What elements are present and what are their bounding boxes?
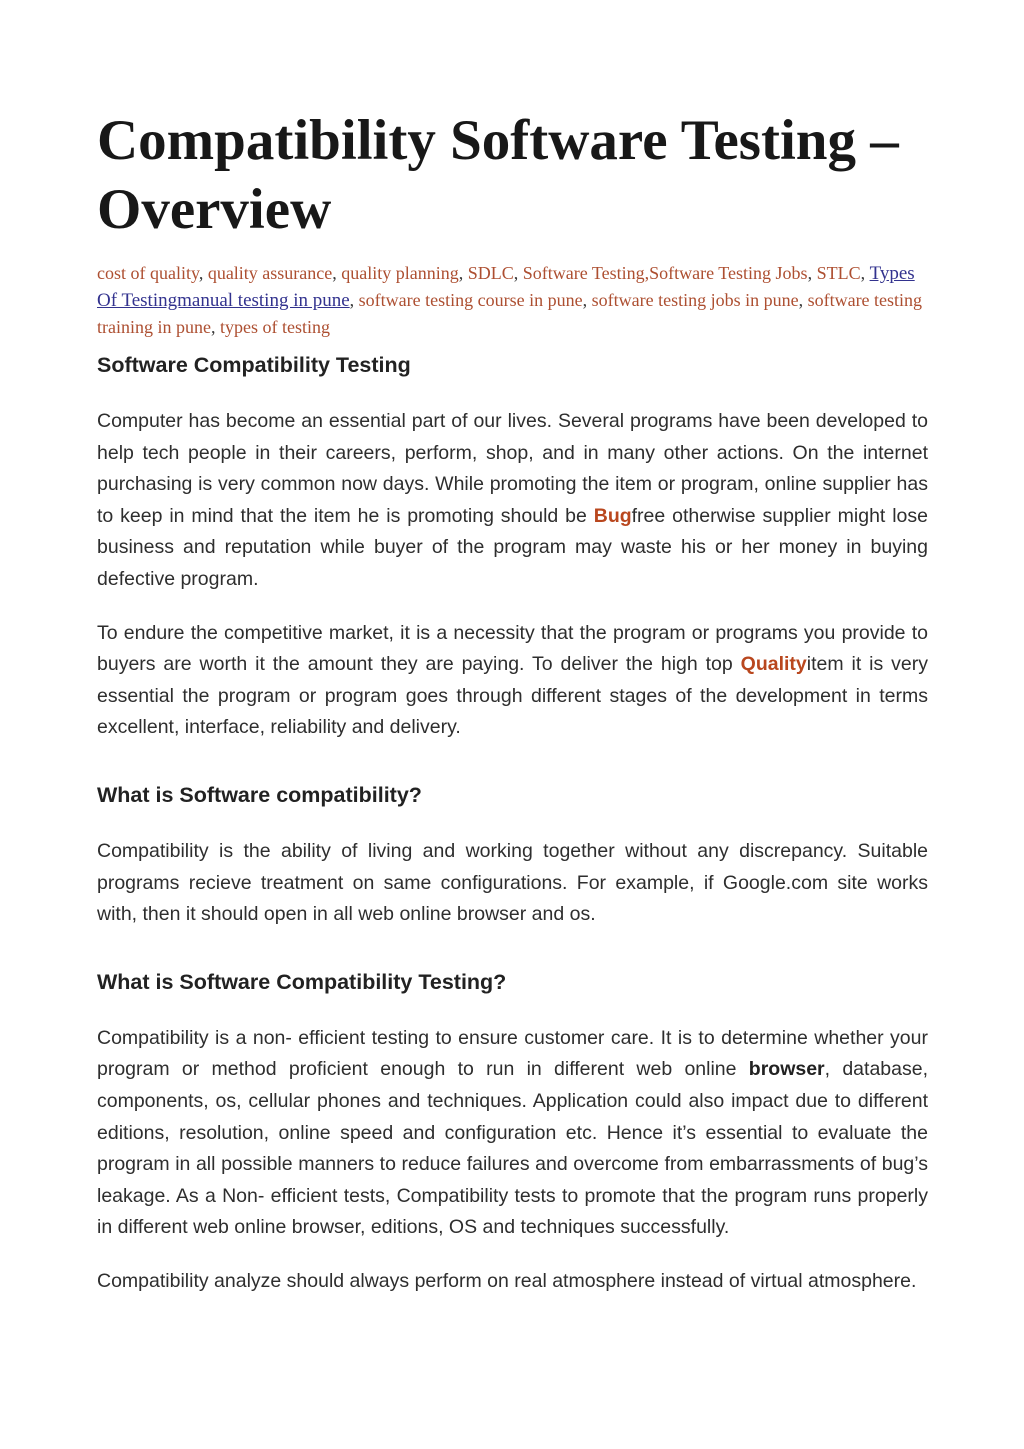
tag-link-cost-of-quality[interactable]: cost of quality bbox=[97, 263, 199, 283]
paragraph bbox=[97, 1266, 928, 1298]
article bbox=[97, 106, 928, 1319]
text-run: Computer has become an essential part of our lives. Several programs have been developed to help tech people in their careers, perform, shop, and in many other actions. On the internet purchasing is very common now days. While promoting the item or program, online supplier has to keep in mind that the item he is promoting should be bbox=[97, 410, 928, 527]
tag-list bbox=[97, 260, 928, 340]
tag-separator: , bbox=[582, 290, 592, 310]
heading-software-compatibility-testing: Software Compatibility Testing bbox=[97, 353, 411, 377]
tag-separator: , bbox=[798, 290, 808, 310]
tag-link-software-testing-course-in-pune[interactable]: software testing course in pune bbox=[358, 290, 583, 310]
tag-separator: , bbox=[198, 263, 208, 283]
highlight-quality: Quality bbox=[740, 653, 807, 676]
tag-link-types-of-testing-manual-testing-in-pune[interactable]: Types Of Testingmanual testing in pune bbox=[97, 263, 915, 311]
tag-separator: , bbox=[860, 263, 870, 283]
paragraph bbox=[97, 406, 928, 596]
tag-link-quality-planning[interactable]: quality planning bbox=[341, 263, 459, 283]
heading-what-is-software-compatibility-testing: What is Software Compatibility Testing? bbox=[97, 969, 507, 994]
tag-link-quality-assurance[interactable]: quality assurance bbox=[207, 263, 333, 283]
text-run: , database, components, os, cellular phones and techniques. Application could also impact due to different editions, resolution, online speed and configuration etc. Hence it’s essential to evaluate the program in all possible manners to reduce failures and overcome from embarrassments of bug’s leakage. As a Non- efficient tests, Compatibility tests to promote that the program runs properly in different web online browser, editions, OS and techniques successfully. bbox=[97, 1058, 928, 1239]
tag-link-software-testing-training-in-pune[interactable]: software testing training in pune bbox=[97, 290, 923, 337]
tag-link-types-of-testing[interactable]: types of testing bbox=[219, 317, 330, 337]
text-run: Compatibility is a non- efficient testing to ensure customer care. It is to determine whether your program or method proficient enough to run in different web online bbox=[97, 1026, 928, 1081]
tag-link-software-testing[interactable]: Software Testing bbox=[522, 263, 645, 283]
tag-link-software-testing-jobs[interactable]: Software Testing Jobs bbox=[649, 263, 808, 283]
tag-separator: , bbox=[332, 263, 342, 283]
highlight-browser: browser bbox=[748, 1058, 825, 1081]
text-run: Compatibility is the ability of living and working together without any discrepancy. Suitable programs recieve treatment on same configurations. For example, if Google.com site works with, then it should open in all web online browser and os. bbox=[97, 839, 928, 926]
article-body bbox=[97, 352, 928, 1297]
tag-separator: , bbox=[513, 263, 523, 283]
tag-separator: , bbox=[349, 290, 359, 310]
paragraph bbox=[97, 836, 928, 931]
heading-what-is-software-compatibility: What is Software compatibility? bbox=[97, 782, 422, 807]
text-run: item it is very essential the program or program goes through different stages of the development in terms excellent, interface, reliability and delivery. bbox=[97, 653, 928, 739]
paragraph bbox=[97, 1023, 928, 1244]
tag-link-software-testing-jobs-in-pune[interactable]: software testing jobs in pune bbox=[591, 290, 799, 310]
text-run: To endure the competitive market, it is a necessity that the program or programs you provide to buyers are worth it the amount they are paying. To deliver the high top bbox=[97, 621, 928, 676]
tag-link-stlc[interactable]: STLC bbox=[816, 263, 861, 283]
page-title: Compatibility Software Testing – Overview bbox=[97, 109, 899, 241]
tag-separator: , bbox=[807, 263, 817, 283]
paragraph bbox=[97, 618, 928, 744]
text-run: Compatibility analyze should always perform on real atmosphere instead of virtual atmosphere. bbox=[97, 1269, 917, 1292]
tag-separator: , bbox=[210, 317, 220, 337]
tag-link-sdlc[interactable]: SDLC bbox=[467, 263, 514, 283]
highlight-bug: Bug bbox=[593, 504, 632, 527]
tag-separator: , bbox=[644, 263, 650, 283]
tag-separator: , bbox=[458, 263, 468, 283]
text-run: free otherwise supplier might lose business and reputation while buyer of the program may waste his or her money in buying defective program. bbox=[97, 504, 928, 590]
